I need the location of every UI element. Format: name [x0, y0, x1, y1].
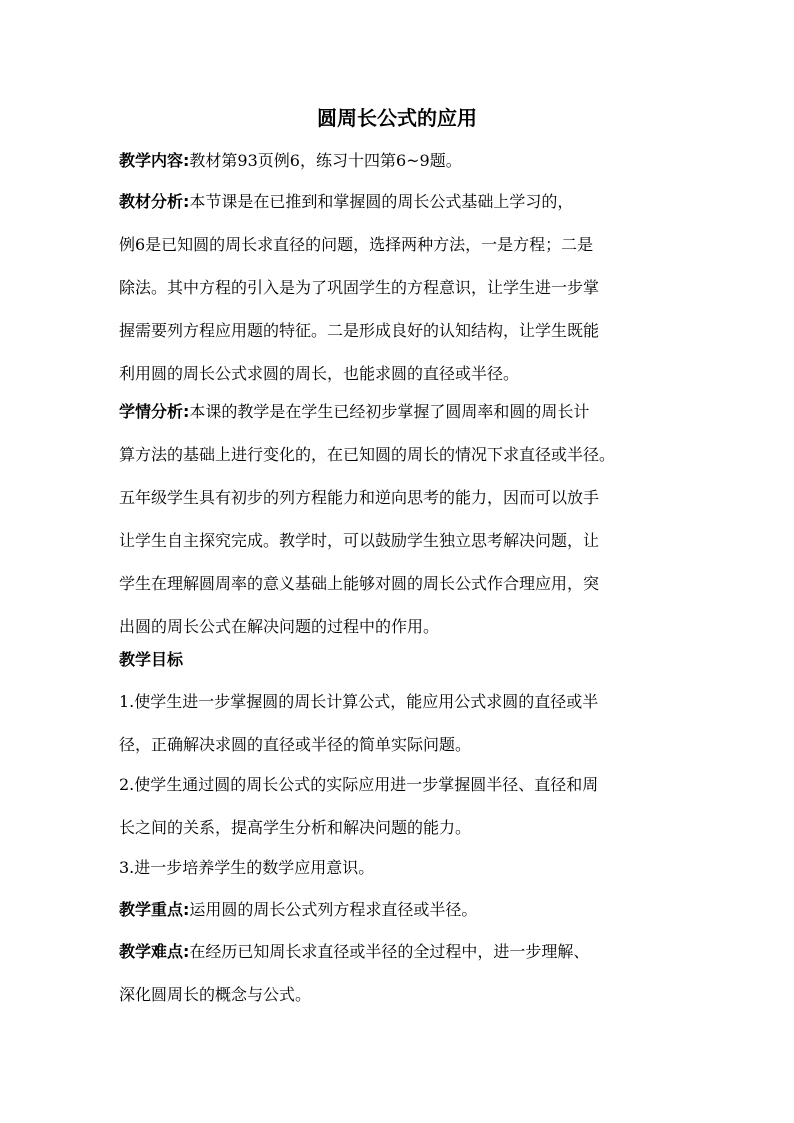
objective-1-line-2: 径，正确解决求圆的直径或半径的简单实际问题。	[119, 735, 472, 754]
teaching-content	[119, 144, 679, 178]
objective-1	[119, 685, 679, 762]
objective-2-line-2: 长之间的关系，提高学生分析和解决问题的能力。	[119, 818, 472, 837]
objective-3-line-1: 3.进一步培养学生的数学应用意识。	[119, 858, 375, 877]
student-analysis-line-3: 五年级学生具有初步的列方程能力和逆向思考的能力，因而可以放手	[119, 488, 600, 507]
objective-2-line-1: 2.使学生通过圆的周长公式的实际应用进一步掌握圆半径、直径和周	[119, 775, 599, 794]
key-point-label: 教学重点:	[119, 900, 190, 919]
material-analysis-line-5: 利用圆的周长公式求圆的周长，也能求圆的直径或半径。	[119, 364, 520, 383]
student-analysis	[119, 395, 679, 644]
difficulty	[119, 935, 679, 1012]
student-analysis-line-4: 让学生自主探究完成。教学时，可以鼓励学生独立思考解决问题，让	[119, 531, 600, 550]
material-analysis-line-2: 例6是已知圆的周长求直径的问题，选择两种方法，一是方程；二是	[119, 235, 594, 254]
student-analysis-line-2: 算方法的基础上进行变化的，在已知圆的周长的情况下求直径或半径。	[119, 445, 616, 464]
objective-1-line-1: 1.使学生进一步掌握圆的周长计算公式，能应用公式求圆的直径或半	[119, 692, 599, 711]
key-point	[119, 893, 679, 927]
material-analysis-line-4: 握需要列方程应用题的特征。二是形成良好的认知结构，让学生既能	[119, 321, 600, 340]
material-analysis	[119, 185, 679, 391]
student-analysis-label: 学情分析:	[119, 402, 190, 421]
difficulty-label: 教学难点:	[119, 942, 190, 961]
material-analysis-line-3: 除法。其中方程的引入是为了巩固学生的方程意识，让学生进一步掌	[119, 278, 600, 297]
student-analysis-line-6: 出圆的周长公式在解决问题的过程中的作用。	[119, 617, 440, 636]
difficulty-line-2: 深化圆周长的概念与公式。	[119, 985, 312, 1004]
objective-2	[119, 768, 679, 845]
difficulty-line-1: 在经历已知周长求直径或半径的全过程中，进一步理解、	[189, 942, 590, 961]
objective-3	[119, 851, 679, 885]
key-point-text: 运用圆的周长公式列方程求直径或半径。	[189, 900, 478, 919]
student-analysis-line-1: 本课的教学是在学生已经初步掌握了圆周率和圆的周长计	[189, 402, 590, 421]
material-analysis-label: 教材分析:	[119, 192, 190, 211]
student-analysis-line-5: 学生在理解圆周率的意义基础上能够对圆的周长公式作合理应用，突	[119, 574, 600, 593]
teaching-content-label: 教学内容:	[119, 151, 190, 170]
material-analysis-line-1: 本节课是在已推到和掌握圆的周长公式基础上学习的，	[189, 192, 574, 211]
objectives-heading: 教学目标	[119, 650, 184, 669]
page-title: 圆周长公式的应用	[317, 106, 477, 130]
teaching-content-text: 教材第93页例6，练习十四第6~9题。	[189, 151, 462, 170]
